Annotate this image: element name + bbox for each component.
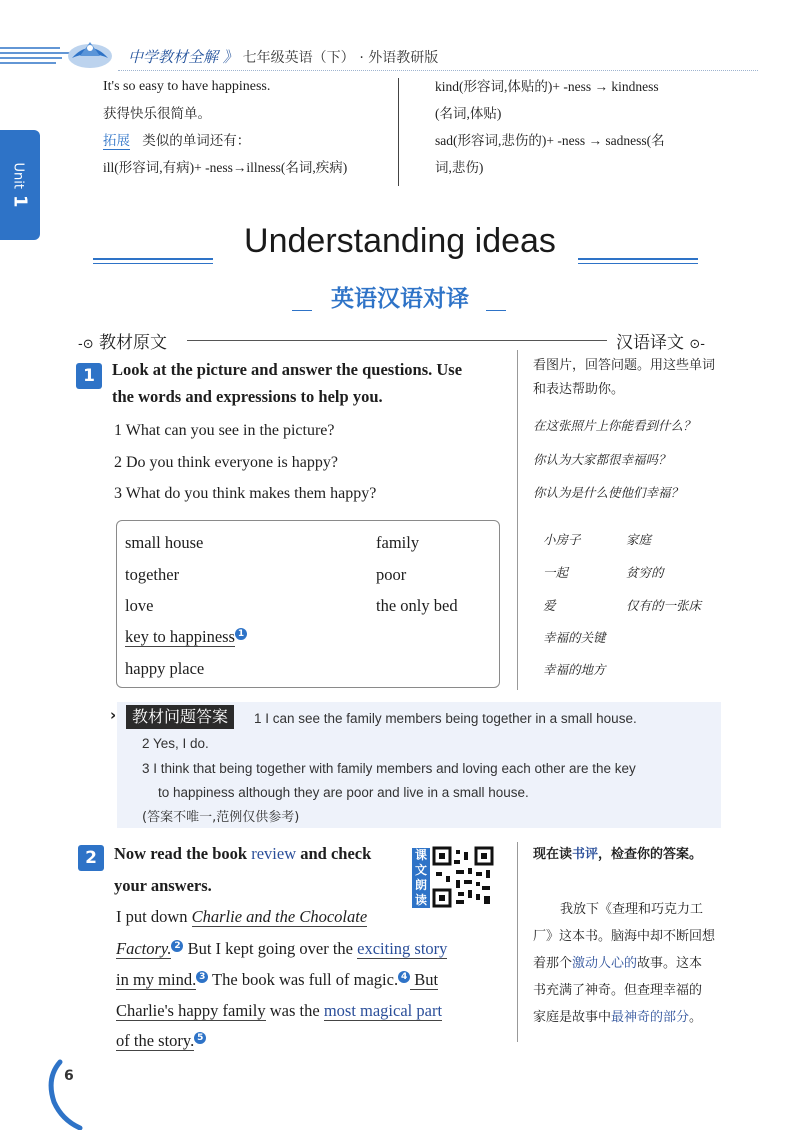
note-marker: 5 <box>194 1032 206 1044</box>
heading-rule-left-thin <box>93 263 213 264</box>
book-logo-icon <box>64 34 116 72</box>
heading-rule-left <box>93 258 213 260</box>
zh-story-line-4: 书充满了神奇。但查理幸福的 <box>533 983 703 998</box>
vocab-item: happy place <box>125 659 205 678</box>
zh-vocab-item: 小房子 <box>543 532 581 547</box>
top-right-line-4: 词,悲伤) <box>435 160 484 175</box>
edition-label: · 外语教研版 <box>359 50 439 66</box>
header-rule <box>118 70 758 71</box>
heading-rule-right <box>578 258 698 260</box>
top-right-line-3: sad(形容词,悲伤的)+ -ness → sadness(名 <box>435 133 665 148</box>
vocab-item: love <box>125 596 154 615</box>
exercise-1-badge: 1 <box>76 363 102 389</box>
answer-3-line-2: to happiness although they are poor and live in a small house. <box>158 785 529 800</box>
down-circle-icon: -⊙ <box>78 337 94 352</box>
ex1-question-1: 1 What can you see in the picture? <box>114 422 335 439</box>
ex1-question-2: 2 Do you think everyone is happy? <box>114 454 338 471</box>
ex1-question-3: 3 What do you think makes them happy? <box>114 485 377 502</box>
vocab-item: small house <box>125 533 204 552</box>
ex2-instruction-line-1: Now read the book review and check <box>114 844 372 863</box>
middle-column-divider <box>517 350 518 690</box>
heading-rule-right-thin <box>578 263 698 264</box>
section-subheading: 英语汉语对译 <box>331 286 469 312</box>
top-column-divider <box>398 78 399 186</box>
subheading-rule-right <box>486 310 506 311</box>
note-marker: 1 <box>235 628 247 640</box>
ex1-instruction-line-1: Look at the picture and answer the questions. Use <box>112 360 463 379</box>
zh-story-line-3: 着那个激动人心的故事。这本 <box>533 956 703 971</box>
vocab-item: family <box>376 533 420 552</box>
vocab-item-key: key to happiness 1 <box>125 627 247 647</box>
vocab-item: poor <box>376 565 407 584</box>
qr-code-icon[interactable] <box>432 846 494 908</box>
zh-story-line-2: 厂》这本书。脑海中却不断回想 <box>533 929 716 944</box>
chevron-right-icon: › <box>110 706 117 724</box>
zh-story-line-5: 家庭是故事中最神奇的部分。 <box>533 1010 703 1025</box>
grade-label: 七年级英语（下） <box>242 50 355 66</box>
expand-line <box>103 131 250 151</box>
ex1-instruction-line-2: the words and expressions to help you. <box>112 387 383 406</box>
book-title: 中学教材全解 <box>128 48 219 66</box>
unit-tab-text: Unit1 <box>9 162 31 208</box>
exercise-2-badge: 2 <box>78 845 104 871</box>
note-marker: 4 <box>398 971 410 983</box>
subheading-rule-left <box>292 310 312 311</box>
answer-3-line-1: 3 I think that being together with family members and loving each other are the key <box>142 761 636 776</box>
down-circle-icon: ⊙- <box>689 337 705 352</box>
answer-note: (答案不唯一,范例仅供参考) <box>142 810 300 825</box>
header-title <box>128 46 438 67</box>
story-line-5: of the story. 5 <box>116 1025 206 1056</box>
zh-vocab-item: 一起 <box>543 565 569 580</box>
story-line-1: I put down Charlie and the Chocolate <box>116 907 368 926</box>
section-heading: Understanding ideas <box>244 222 556 260</box>
source-text-label: -⊙ 教材原文 <box>78 333 167 353</box>
header-arrow: 》 <box>222 48 238 66</box>
label-divider-line <box>187 340 607 341</box>
zh-instruction-line-2: 和表达帮助你。 <box>533 382 625 397</box>
zh-instruction-line-1: 看图片，回答问题。用这些单词 <box>533 358 716 373</box>
zh-question-2: 你认为大家都很幸福吗？ <box>533 452 671 467</box>
zh-vocab-item: 幸福的关键 <box>543 630 606 645</box>
note-marker: 3 <box>196 971 208 983</box>
answer-tag: 教材问题答案 <box>126 705 234 729</box>
answer-1: 1 I can see the family members being together in a small house. <box>254 711 637 726</box>
zh-vocab-item: 贫穷的 <box>626 565 664 580</box>
expand-tag: 拓展 <box>103 133 130 149</box>
zh-vocab-item: 幸福的地方 <box>543 662 606 677</box>
answer-2: 2 Yes, I do. <box>142 736 209 751</box>
page-number: 6 <box>64 1068 74 1084</box>
story-line-2: Factory. 2 But I kept going over the exciting story <box>116 939 448 958</box>
expand-text: 类似的单词还有： <box>142 133 251 149</box>
top-left-line-2: 获得快乐很简单。 <box>103 106 211 122</box>
zh-vocab-item: 仅有的一张床 <box>626 598 702 613</box>
zh-ex2-instruction: 现在读书评，检查你的答案。 <box>533 847 703 862</box>
story-line-3: in my mind. 3 The book was full of magic. 4 But <box>116 970 439 989</box>
top-right-line-2: (名词,体贴) <box>435 106 502 121</box>
vocab-item: together <box>125 565 180 584</box>
bottom-column-divider <box>517 842 518 1042</box>
note-marker: 2 <box>171 940 183 952</box>
audio-reading-label: 课文朗读 <box>412 848 430 908</box>
vocab-item: the only bed <box>376 596 458 615</box>
top-left-line-4: ill(形容词,有病)+ -ness→illness(名词,疾病) <box>103 160 348 175</box>
zh-vocab-item: 家庭 <box>626 532 652 547</box>
top-right-line-1: kind(形容词,体贴的)+ -ness → kindness <box>435 79 659 94</box>
ex2-instruction-line-2: your answers. <box>114 876 212 895</box>
top-left-line-1: It's so easy to have happiness. <box>103 79 271 94</box>
story-line-4: Charlie's happy family was the most magical part <box>116 1001 443 1020</box>
zh-question-1: 在这张照片上你能看到什么？ <box>533 418 696 433</box>
translation-label: 汉语译文 ⊙- <box>616 333 705 353</box>
zh-question-3: 你认为是什么使他们幸福？ <box>533 485 684 500</box>
zh-vocab-item: 爱 <box>543 598 556 613</box>
zh-story-line-1: 我放下《查理和巧克力工 <box>560 902 704 917</box>
